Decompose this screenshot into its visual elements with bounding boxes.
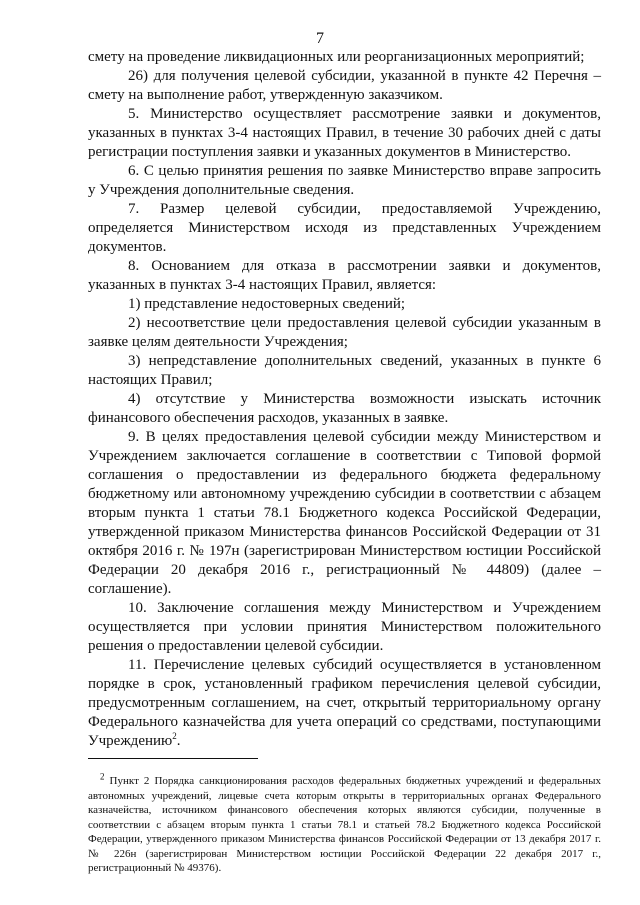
paragraph: 1) представление недостоверных сведений; [128,296,406,312]
paragraph: 4) отсутствие у Министерства возможности изыскать источник финансового обеспечения расходов, указанных в заявке. [88,391,601,426]
footnote-reference[interactable]: 2 [172,731,177,741]
page-number: 7 [316,30,324,47]
paragraph: 8. Основанием для отказа в рассмотрении заявки и документов, указанных в пунктах 3-4 настоящих Правил, является: [88,258,601,293]
body-text [88,48,601,751]
paragraph: 6. С целью принятия решения по заявке Министерство вправе запросить у Учреждения дополнительные сведения. [88,163,601,198]
footnote-divider [88,758,258,759]
paragraph: 2) несоответствие цели предоставления целевой субсидии указанным в заявке целям деятельности Учреждения; [88,315,601,350]
footnote-text: Пункт 2 Порядка санкционирования расходов федеральных бюджетных учреждений и федеральных автономных учреждений, лицевые счета которым открыты в территориальных органах Федерального казначейства, источником финансового обеспечения которых являются субсидии, полученные в соответствии с абзацем вторым пункта 1 статьи 78.1 и статьей 78.2 Бюджетного кодекса Российской Федерации, утвержденного приказом Министерства финансов Российской Федерации от 13 декабря 2017 г. № 226н (зарегистрирован Министерством юстиции Российской Федерации 22 декабря 2017 г., регистрационный № 49376). [88,775,602,874]
paragraph: 7. Размер целевой субсидии, предоставляемой Учреждению, определяется Министерством исходя из представленных Учреждением документов. [88,201,601,255]
footnote-mark: 2 [100,771,105,782]
paragraph: 3) непредставление дополнительных сведений, указанных в пункте 6 настоящих Правил; [88,353,601,388]
paragraph: 5. Министерство осуществляет рассмотрение заявки и документов, указанных в пунктах 3-4 настоящих Правил, в течение 30 рабочих дней с даты регистрации поступления заявки и указанных документов в Министерство. [88,106,601,160]
paragraph: 9. В целях предоставления целевой субсидии между Министерством и Учреждением заключается соглашение в соответствии с Типовой формой соглашения о предоставлении из федерального бюджета федеральному бюджетному или автономному учреждению субсидии в соответствии с абзацем вторым пункта 1 статьи 78.1 Бюджетного кодекса Российской Федерации, утвержденной приказом Министерства финансов Российской Федерации от 31 октября 2016 г. № 197н (зарегистрирован Министерством юстиции Российской Федерации 20 декабря 2016 г., регистрационный № 44809) (далее – соглашение). [88,429,601,597]
paragraph: смету на проведение ликвидационных или реорганизационных мероприятий; [88,49,585,65]
footnote [88,771,602,876]
paragraph-with-footnote-ref [88,656,601,751]
paragraph-end: . [176,733,181,749]
paragraph-text: 11. Перечисление целевых субсидий осуществляется в установленном порядке в срок, установленный графиком перечисления целевой субсидии, предусмотренным соглашением, на счет, открытый территориальному органу Федерального казначейства для учета операций со средствами, поступающими Учреждению [88,657,601,749]
paragraph: 10. Заключение соглашения между Министерством и Учреждением осуществляется при условии принятия Министерством положительного решения о предоставлении целевой субсидии. [88,600,601,654]
paragraph: 26) для получения целевой субсидии, указанной в пункте 42 Перечня – смету на выполнение работ, утвержденную заказчиком. [88,68,601,103]
